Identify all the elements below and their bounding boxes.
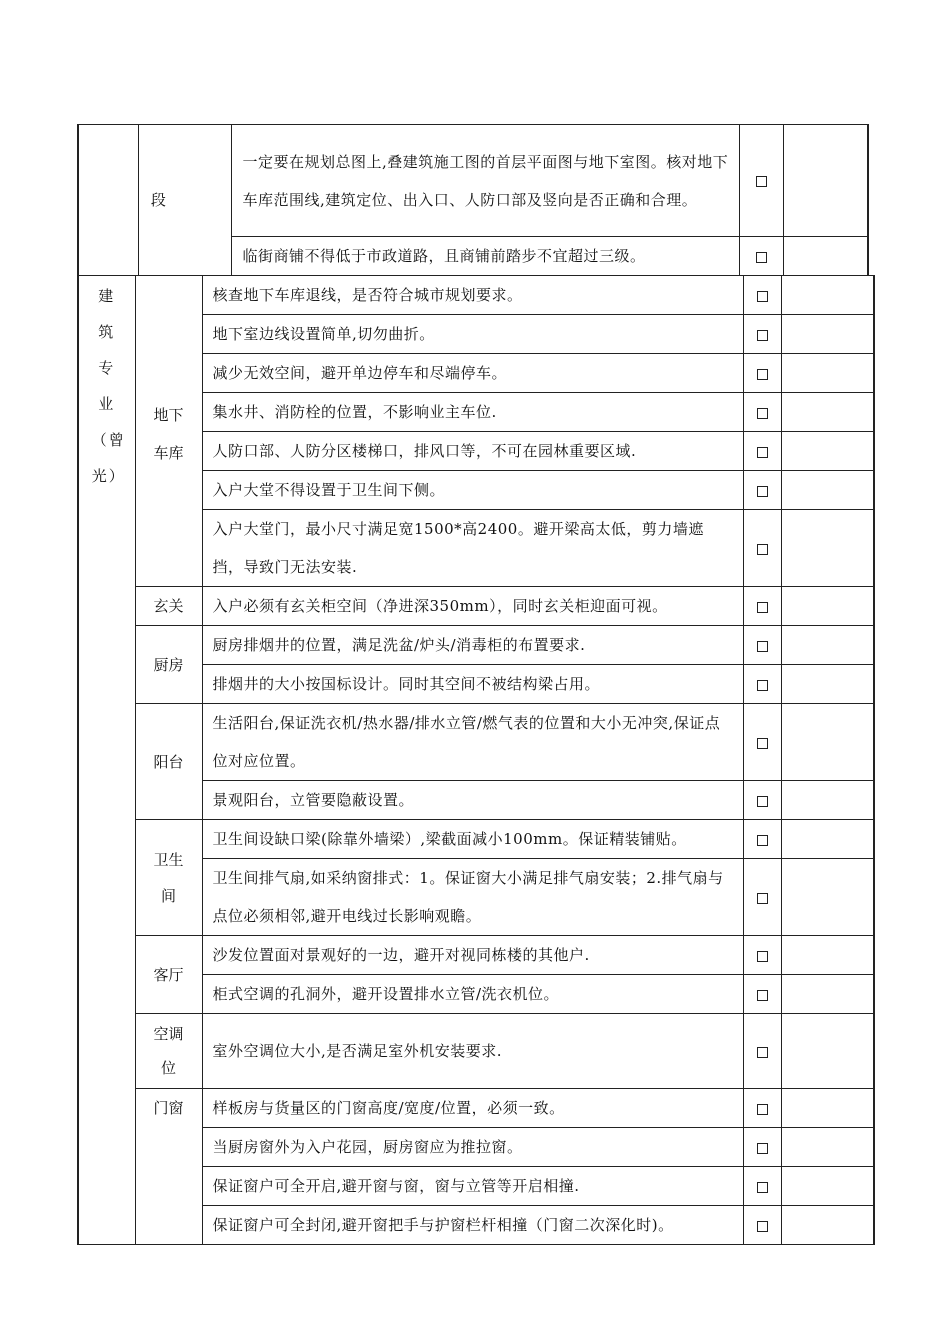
remark-cell[interactable] xyxy=(781,315,874,354)
checkbox-icon xyxy=(757,1182,768,1193)
check-item: 临街商铺不得低于市政道路，且商铺前踏步不宜超过三级。 xyxy=(232,237,739,276)
checkbox[interactable] xyxy=(743,432,781,471)
remark-cell[interactable] xyxy=(781,354,874,393)
remark-cell[interactable] xyxy=(781,665,874,704)
remark-cell[interactable] xyxy=(781,432,874,471)
checkbox-icon xyxy=(757,738,768,749)
checkbox[interactable] xyxy=(743,820,781,859)
remark-cell[interactable] xyxy=(781,587,874,626)
checkbox-icon xyxy=(757,835,768,846)
checkbox[interactable] xyxy=(743,315,781,354)
checkbox-icon xyxy=(757,893,768,904)
checkbox[interactable] xyxy=(743,1167,781,1206)
checkbox-icon xyxy=(757,447,768,458)
checkbox[interactable] xyxy=(743,781,781,820)
check-item: 核查地下车库退线，是否符合城市规划要求。 xyxy=(202,276,743,315)
discipline-label xyxy=(78,276,135,1245)
checkbox[interactable] xyxy=(743,626,781,665)
checkbox-icon xyxy=(757,796,768,807)
checkbox-icon xyxy=(757,369,768,380)
check-item: 一定要在规划总图上,叠建筑施工图的首层平面图与地下室图。核对地下车库范围线,建筑定位、出入口、人防口部及竖向是否正确和合理。 xyxy=(232,125,739,237)
checkbox-icon xyxy=(757,330,768,341)
checkbox-icon xyxy=(757,641,768,652)
checkbox-icon xyxy=(757,544,768,555)
check-item: 当厨房窗外为入户花园，厨房窗应为推拉窗。 xyxy=(202,1128,743,1167)
check-item: 沙发位置面对景观好的一边，避开对视同栋楼的其他户. xyxy=(202,936,743,975)
checkbox[interactable] xyxy=(743,665,781,704)
checkbox[interactable] xyxy=(743,510,781,587)
group-label-balcony: 阳台 xyxy=(135,704,202,820)
checklist-table-top xyxy=(77,124,869,276)
checkbox-icon xyxy=(756,176,767,187)
checkbox[interactable] xyxy=(743,975,781,1014)
checkbox[interactable] xyxy=(743,1089,781,1128)
check-item: 景观阳台，立管要隐蔽设置。 xyxy=(202,781,743,820)
group-label-living-room: 客厅 xyxy=(135,936,202,1014)
check-item: 卫生间设缺口梁(除靠外墙梁）,梁截面减小100mm。保证精装铺贴。 xyxy=(202,820,743,859)
checkbox[interactable] xyxy=(739,125,783,237)
checkbox-icon xyxy=(757,602,768,613)
remark-cell[interactable] xyxy=(781,781,874,820)
check-item: 保证窗户可全开启,避开窗与窗，窗与立管等开启相撞. xyxy=(202,1167,743,1206)
remark-cell[interactable] xyxy=(781,1167,874,1206)
checkbox[interactable] xyxy=(743,276,781,315)
remark-cell[interactable] xyxy=(781,1014,874,1089)
checklist-table-main xyxy=(77,275,875,1245)
checkbox-icon xyxy=(757,951,768,962)
check-item: 厨房排烟井的位置，满足洗盆/炉头/消毒柜的布置要求. xyxy=(202,626,743,665)
check-item: 样板房与货量区的门窗高度/宽度/位置，必须一致。 xyxy=(202,1089,743,1128)
checkbox[interactable] xyxy=(743,704,781,781)
check-item: 入户必须有玄关柜空间（净进深350mm），同时玄关柜迎面可视。 xyxy=(202,587,743,626)
checkbox-icon xyxy=(757,291,768,302)
remark-cell[interactable] xyxy=(781,975,874,1014)
check-item: 入户大堂门，最小尺寸满足宽1500*高2400。避开梁高太低，剪力墙遮挡，导致门无法安装. xyxy=(202,510,743,587)
checkbox[interactable] xyxy=(743,587,781,626)
check-item: 保证窗户可全封闭,避开窗把手与护窗栏杆相撞（门窗二次深化时)。 xyxy=(202,1206,743,1245)
remark-cell[interactable] xyxy=(781,276,874,315)
checkbox-icon xyxy=(757,1104,768,1115)
remark-cell[interactable] xyxy=(781,1128,874,1167)
remark-cell[interactable] xyxy=(781,393,874,432)
check-item: 减少无效空间，避开单边停车和尽端停车。 xyxy=(202,354,743,393)
checkbox[interactable] xyxy=(743,1128,781,1167)
remark-cell[interactable] xyxy=(781,510,874,587)
check-item: 人防口部、人防分区楼梯口，排风口等，不可在园林重要区域. xyxy=(202,432,743,471)
checkbox-icon xyxy=(757,1221,768,1232)
checkbox-icon xyxy=(757,990,768,1001)
checkbox-icon xyxy=(757,408,768,419)
check-item: 排烟井的大小按国标设计。同时其空间不被结构梁占用。 xyxy=(202,665,743,704)
remark-cell[interactable] xyxy=(781,704,874,781)
remark-cell[interactable] xyxy=(783,237,868,276)
discipline-cell-empty xyxy=(78,125,138,276)
check-item: 室外空调位大小,是否满足室外机安装要求. xyxy=(202,1014,743,1089)
checkbox-icon xyxy=(757,1047,768,1058)
checkbox[interactable] xyxy=(743,859,781,936)
check-item: 集水井、消防栓的位置，不影响业主车位. xyxy=(202,393,743,432)
discipline-label-text: 建筑专业（曾光） xyxy=(91,287,126,485)
checkbox[interactable] xyxy=(743,1014,781,1089)
checkbox[interactable] xyxy=(739,237,783,276)
check-item: 柜式空调的孔洞外，避开设置排水立管/洗衣机位。 xyxy=(202,975,743,1014)
group-label-kitchen: 厨房 xyxy=(135,626,202,704)
remark-cell[interactable] xyxy=(781,859,874,936)
checkbox-icon xyxy=(756,252,767,263)
checkbox-icon xyxy=(757,486,768,497)
check-item: 地下室边线设置简单,切勿曲折。 xyxy=(202,315,743,354)
group-label-ac-position: 空调位 xyxy=(135,1014,202,1089)
check-item: 生活阳台,保证洗衣机/热水器/排水立管/燃气表的位置和大小无冲突,保证点位对应位置。 xyxy=(202,704,743,781)
check-item: 卫生间排气扇,如采纳窗排式：1。保证窗大小满足排气扇安装；2.排气扇与点位必须相邻,避开电线过长影响观瞻。 xyxy=(202,859,743,936)
remark-cell[interactable] xyxy=(781,820,874,859)
remark-cell[interactable] xyxy=(783,125,868,237)
group-label-underground-garage: 地下车库 xyxy=(135,276,202,587)
remark-cell[interactable] xyxy=(781,1089,874,1128)
checkbox-icon xyxy=(757,1143,768,1154)
checkbox[interactable] xyxy=(743,393,781,432)
checkbox[interactable] xyxy=(743,471,781,510)
group-label-bathroom: 卫生间 xyxy=(135,820,202,936)
remark-cell[interactable] xyxy=(781,626,874,665)
check-item: 入户大堂不得设置于卫生间下侧。 xyxy=(202,471,743,510)
checkbox[interactable] xyxy=(743,936,781,975)
phase-label: 段 xyxy=(138,125,232,276)
group-label-doors-windows: 门窗 xyxy=(135,1089,202,1245)
remark-cell[interactable] xyxy=(781,1206,874,1245)
checkbox[interactable] xyxy=(743,354,781,393)
remark-cell[interactable] xyxy=(781,471,874,510)
checkbox-icon xyxy=(757,680,768,691)
group-label-entrance: 玄关 xyxy=(135,587,202,626)
checkbox[interactable] xyxy=(743,1206,781,1245)
remark-cell[interactable] xyxy=(781,936,874,975)
